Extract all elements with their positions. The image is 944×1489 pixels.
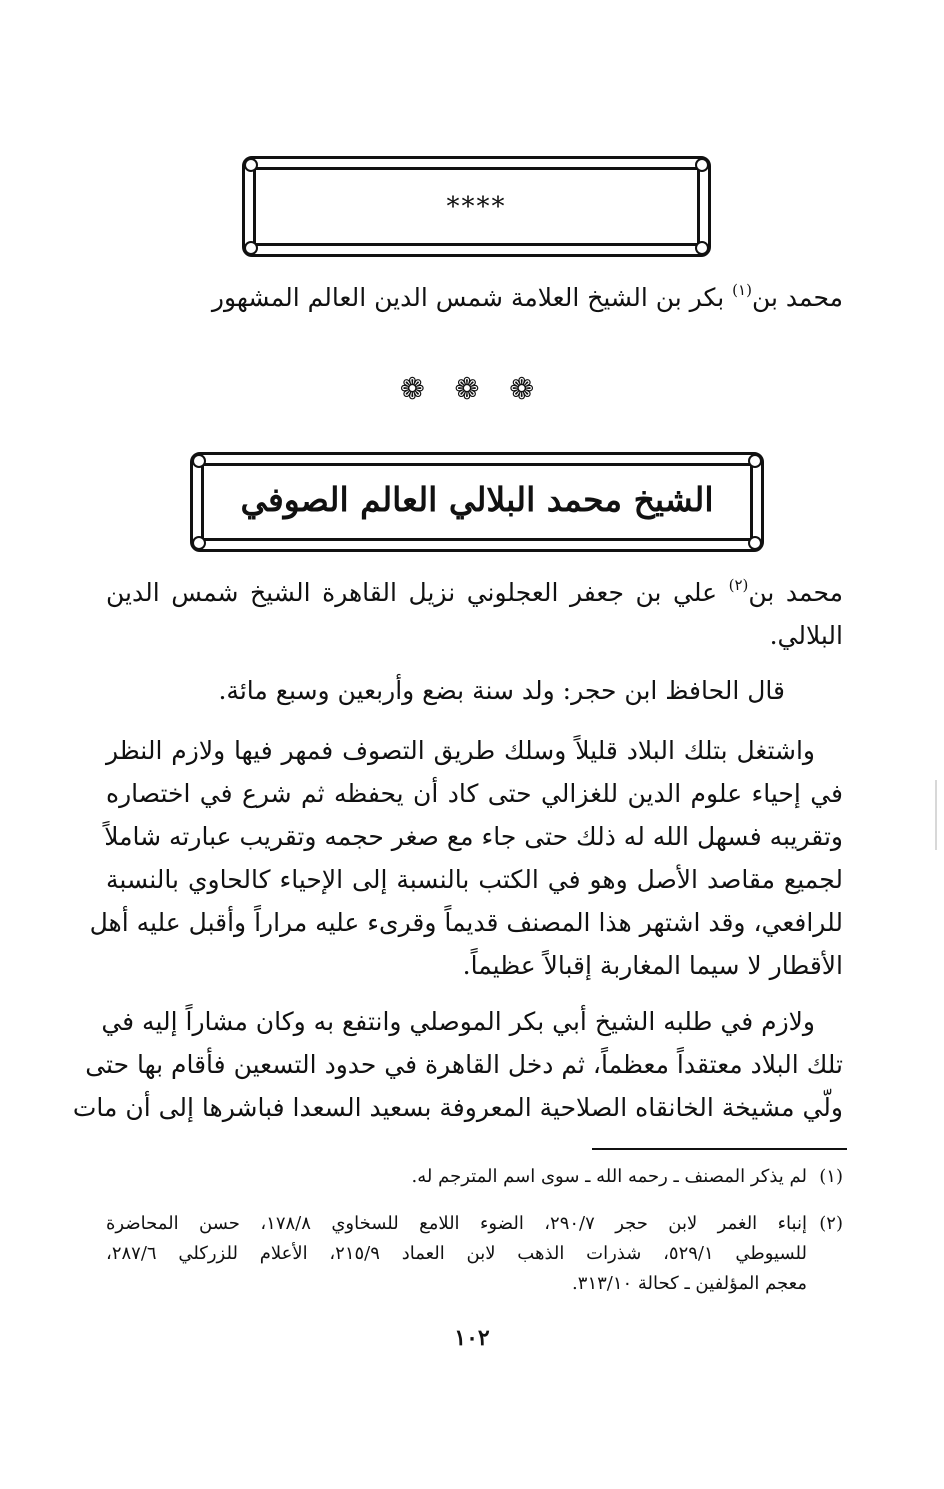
footnote-ref-1[interactable]: (١) <box>732 281 752 299</box>
frame-corner-icon <box>192 536 206 550</box>
footnote-2-line-3: معجم المؤلفين ـ كحالة ٣١٣/١٠. <box>572 1273 807 1294</box>
paragraph-3-line: تلك البلاد معتقداً معظماً، ثم دخل القاهرة في حدود التسعين فأقام بها حتى <box>85 1050 843 1079</box>
frame-corner-icon <box>748 454 762 468</box>
frame-corner-icon <box>244 241 258 255</box>
paragraph-2-line: لجميع مقاصد الأصل وهو في الكتب بالنسبة إلى الإحياء كالحاوي بالنسبة <box>106 865 843 894</box>
paragraph-2-line: واشتغل بتلك البلاد قليلاً وسلك طريق التصوف فمهر فيها ولازم النظر <box>106 736 815 765</box>
frame-corner-icon <box>748 536 762 550</box>
paragraph-birth: قال الحافظ ابن حجر: ولد سنة بضع وأربعين وسبع مائة. <box>218 676 785 705</box>
footnote-1: (١)لم يذكر المصنف ـ رحمه الله ـ سوى اسم المترجم له. <box>411 1166 843 1187</box>
entry-2-line-1: محمد بن$^{(٢)}$ علي بن جعفر العجلوني نزيل القاهرة الشيخ شمس الدين <box>106 576 843 607</box>
entry-1-line: محمد بن$^{(١)}$ بكر بن الشيخ العلامة شمس الدين العالم المشهور <box>211 281 843 312</box>
frame-corner-icon <box>695 241 709 255</box>
frame-corner-icon <box>244 158 258 172</box>
frame-corner-icon <box>695 158 709 172</box>
footnote-2-line-1: (٢)إنباء الغمر لابن حجر ٢٩٠/٧، الضوء اللامع للسخاوي ١٧٨/٨، حسن المحاضرة <box>106 1213 843 1234</box>
ornamental-frame-top <box>242 156 711 257</box>
scan-margin-mark <box>935 780 937 850</box>
section-heading-asterisks: **** <box>446 192 507 222</box>
footnote-ref-2[interactable]: (٢) <box>728 576 749 594</box>
paragraph-2-line: الأقطار لا سيما المغاربة إقبالاً عظيماً. <box>462 951 843 980</box>
biography-title: الشيخ محمد البلالي العالم الصوفي <box>240 480 714 519</box>
paragraph-2-line: للرافعي، وقد اشتهر هذا المصنف قديماً وقرىء عليه مراراً وأقبل عليه أهل <box>89 908 843 937</box>
paragraph-2-line: في إحياء علوم الدين للغزالي حتى كاد أن يحفظه ثم شرع في اختصاره <box>106 779 843 808</box>
frame-corner-icon <box>192 454 206 468</box>
paragraph-3-line: ولّي مشيخة الخانقاه الصلاحية المعروفة بسعيد السعدا فباشرها إلى أن مات <box>72 1093 843 1122</box>
paragraph-2-line: وتقريبه فسهل الله له ذلك حتى جاء مع صغر حجمه وتقريب عبارته شاملاً <box>104 822 843 851</box>
footnote-2-line-2: للسيوطي ٥٢٩/١، شذرات الذهب لابن العماد ٢١٥/٩، الأعلام للزركلي ٢٨٧/٦، <box>106 1243 807 1264</box>
flower-ornament-icon: ❁ ❁ ❁ <box>399 372 545 407</box>
title-frame <box>190 452 764 552</box>
footnote-separator <box>592 1148 847 1150</box>
entry-2-line-2: البلالي. <box>769 621 843 650</box>
page-number: ١٠٢ <box>454 1325 490 1351</box>
paragraph-3-line: ولازم في طلبه الشيخ أبي بكر الموصلي وانتفع به وكان مشاراً إليه في <box>101 1007 815 1036</box>
